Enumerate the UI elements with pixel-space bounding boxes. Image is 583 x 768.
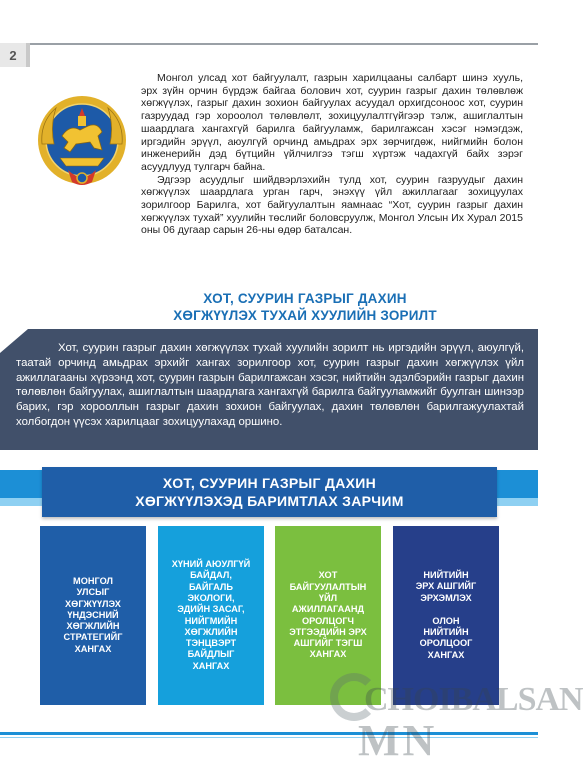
watermark [330,665,583,765]
intro-text [141,72,523,237]
page-number: 2 [0,43,26,67]
principle-card-2 [158,526,264,705]
card-3-line: ХОТ [318,570,338,581]
card-2-line: ЭКОЛОГИ, [187,592,235,603]
card-4-line: ХАНГАХ [427,649,465,660]
card-2-line: ЭДИЙН ЗАСАГ, [177,604,245,615]
card-2-line: НИЙГМИЙН [184,615,238,626]
purpose-band [0,329,538,450]
principle-card-1 [40,526,146,705]
mongolia-state-emblem [32,92,132,192]
card-2-line: ТЭНЦВЭРТ [185,638,237,649]
card-4-line: ЭРХЭМЛЭХ [420,592,472,603]
card-2-line: ХӨГЖЛИЙН [184,626,238,637]
card-1-line: ХАНГАХ [74,643,112,654]
purpose-heading-line2: ХӨГЖҮҮЛЭХ ТУХАЙ ХУУЛИЙН ЗОРИЛТ [173,308,437,323]
card-1-line: ХӨГЖҮҮЛЭХ [65,598,121,609]
card-4-line: НИЙТИЙН [423,627,469,638]
card-3-line: ЭТГЭЭДИЙН ЭРХ [289,626,367,637]
band-notch [0,329,28,353]
card-2-line: БАЙДЛЫГ ХАНГАХ [187,649,235,671]
purpose-body: Хот, суурин газрыг дахин хөгжүүлэх тухай хуулийн зорилт нь иргэдийн эрүүл, аюулгүй, таатай орчинд амьдрах эрхийг хангах зорилгоор хот, суурин газрыг дахин хөгжүүлэх үйл ажиллагааны хүрээнд хот, суурин газрын барилгажсан хэсэг, нийтийн эдэлбэрийн газрыг дахин төлөвлөн байгуулах, ашиглалтын шаардлага хангахгүй барилга байгууламжийг буулган шинээр барих, гэр хорооллын газрыг дахин зохион байгуулах, дахин төлөвлөн барилгажуулахтай холбогдон үүсэх харилцааг зохицуулахад оршино. [16,342,524,428]
principles-heading-line1: ХОТ, СУУРИН ГАЗРЫГ ДАХИН [162,475,377,491]
intro-paragraph-1: Монгол улсад хот байгуулалт, газрын харилцааны салбарт шинэ хууль, эрх зүйн орчин бүрдэж байгаа болович хот, суурин газрыг дахин төлөвлөж хөгжүүлэх, газрыг дахин зохион байгуулах асуудал орхигдсоноос хот, суурин газруудад гэр хороолол төлөвлөлт, зохицуулалтгүйгээр тэлж, ашиглалтын шаардлага хангахгүй барилга байгууламж, барилгажсан хэсэг нэмэгдэж, иргэдийн эрүүл, аюулгүй орчинд амьдрах эрх зөрчигдөж, нийгмийн болон инженерийн дэд бүтцийн үйлчилгээ тэгш хүртэж чадахгүй байх зэрэг асуудлууд тулгарч байна. [141,72,523,173]
card-3-line: АШГИЙГ ТЭГШ [293,638,363,649]
card-1-line: ХӨГЖЛИЙН [66,621,120,632]
card-1-line: СТРАТЕГИЙГ [63,632,123,643]
card-2-line: ХҮНИЙ АЮУЛГҮЙ [171,559,251,570]
card-3-line: ҮЙЛ [318,592,338,603]
page-number-edge [26,43,30,67]
purpose-heading [100,290,510,324]
header-rule [0,43,538,45]
card-2-line: БАЙДАЛ, БАЙГАЛЬ [189,570,233,592]
purpose-heading-line1: ХОТ, СУУРИН ГАЗРЫГ ДАХИН [203,291,407,306]
watermark-line2: MN [358,716,438,765]
card-4-line: НИЙТИЙН [423,569,469,580]
card-4-line: ОЛОН [432,615,460,626]
intro-paragraph-2: Эдгээр асуудлыг шийдвэрлэхийн тулд хот, суурин газруудыг дахин хөгжүүлэх шаардлага урган гарч, энэхүү үйл ажиллагааг зохицуулах зорилгоор Барилга, хот байгуулалтын яамнаас “Хот, суурин газрыг дахин хөгжүүлэх тухай” хуулийн төслийг боловсруулж, Монгол Улсын Их Хурал 2015 оны 06 дугаар сарын 26-ны өдөр баталсан. [141,173,523,237]
principles-heading-line2: ХӨГЖҮҮЛЭХЭД БАРИМТЛАХ ЗАРЧИМ [135,493,404,509]
watermark-line1: CHOIBALSAN [364,681,583,718]
card-1-line: ҮНДЭСНИЙ [67,609,119,620]
principles-heading [42,467,497,517]
card-4-line: ЭРХ АШГИЙГ [415,581,477,592]
card-1-line: МОНГОЛ [73,575,113,586]
card-1-line: УЛСЫГ [76,587,110,598]
card-3-line: ХАНГАХ [309,649,347,660]
card-4-line: ОРОЛЦООГ [419,638,473,649]
card-3-line: АЖИЛЛАГААНД [291,604,365,615]
card-3-line: ОРОЛЦОГЧ [301,615,355,626]
card-3-line: БАЙГУУЛАЛТЫН [289,581,367,592]
